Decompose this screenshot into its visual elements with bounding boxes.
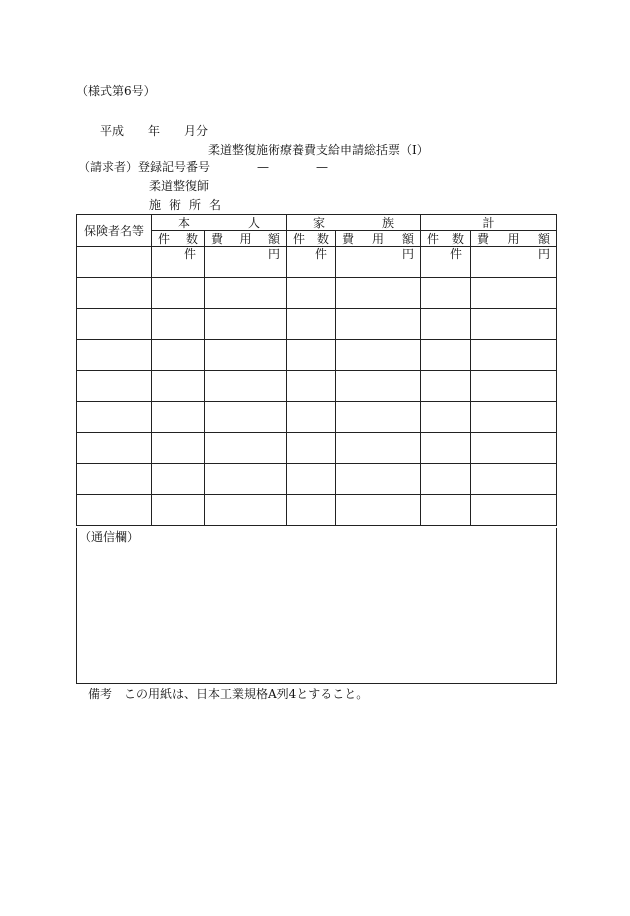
- amount-cell[interactable]: [471, 433, 557, 464]
- subheader-char: 件: [158, 231, 171, 246]
- insurer-cell[interactable]: [77, 464, 152, 495]
- amount-cell[interactable]: [205, 402, 287, 433]
- count-cell[interactable]: [287, 495, 336, 526]
- subheader-count: [421, 231, 471, 247]
- count-cell[interactable]: [152, 309, 205, 340]
- count-cell[interactable]: [287, 278, 336, 309]
- count-cell[interactable]: [421, 402, 471, 433]
- amount-cell[interactable]: [471, 309, 557, 340]
- subheader-char: 費: [477, 231, 490, 246]
- amount-cell[interactable]: [336, 433, 421, 464]
- facility-label-char: 所: [188, 198, 201, 212]
- amount-cell[interactable]: 円: [471, 247, 557, 278]
- insurer-cell[interactable]: [77, 340, 152, 371]
- registration-number-label: （請求者）登録記号番号: [78, 160, 211, 174]
- table-row: [77, 371, 557, 402]
- count-cell[interactable]: [152, 371, 205, 402]
- practitioner-label: 柔道整復師: [149, 179, 210, 193]
- group-header-principal: [152, 215, 287, 231]
- count-cell[interactable]: [152, 340, 205, 371]
- subheader-amount: [205, 231, 287, 247]
- count-cell[interactable]: [421, 464, 471, 495]
- era-label: 平成: [100, 124, 125, 138]
- count-cell[interactable]: [421, 278, 471, 309]
- subheader-char: 数: [451, 231, 464, 246]
- summary-table: [76, 214, 557, 526]
- count-cell[interactable]: [287, 371, 336, 402]
- year-label: 年: [148, 124, 161, 138]
- subheader-char: 用: [239, 231, 252, 246]
- count-cell[interactable]: 件: [421, 247, 471, 278]
- count-cell[interactable]: [152, 464, 205, 495]
- form-number: （様式第6号）: [76, 84, 156, 98]
- registration-dash-2: —: [316, 160, 328, 174]
- count-cell[interactable]: [152, 278, 205, 309]
- table-row: [77, 278, 557, 309]
- count-cell[interactable]: [287, 402, 336, 433]
- count-cell[interactable]: [421, 495, 471, 526]
- subheader-char: 額: [401, 231, 414, 246]
- insurer-header: 保険者名等: [77, 215, 152, 247]
- amount-cell[interactable]: 円: [336, 247, 421, 278]
- subheader-char: 費: [211, 231, 224, 246]
- amount-cell[interactable]: 円: [205, 247, 287, 278]
- amount-cell[interactable]: [471, 278, 557, 309]
- subheader-amount: [336, 231, 421, 247]
- amount-cell[interactable]: [205, 433, 287, 464]
- amount-cell[interactable]: [336, 278, 421, 309]
- subheader-char: 額: [538, 231, 551, 246]
- count-cell[interactable]: 件: [287, 247, 336, 278]
- amount-cell[interactable]: [205, 278, 287, 309]
- insurer-cell[interactable]: [77, 371, 152, 402]
- group-header-char: 族: [381, 215, 394, 230]
- subheader-char: 費: [342, 231, 355, 246]
- amount-cell[interactable]: [471, 495, 557, 526]
- count-cell[interactable]: [152, 495, 205, 526]
- amount-cell[interactable]: [205, 495, 287, 526]
- subheader-count: [287, 231, 336, 247]
- count-cell[interactable]: [421, 433, 471, 464]
- amount-cell[interactable]: [205, 464, 287, 495]
- amount-cell[interactable]: [471, 340, 557, 371]
- group-header-char: 人: [247, 215, 260, 230]
- insurer-cell[interactable]: [77, 402, 152, 433]
- insurer-cell[interactable]: [77, 495, 152, 526]
- amount-cell[interactable]: [205, 371, 287, 402]
- table-row: [77, 495, 557, 526]
- subheader-char: 数: [316, 231, 329, 246]
- amount-cell[interactable]: [205, 340, 287, 371]
- facility-label-char: 施: [149, 198, 162, 212]
- table-row: [77, 402, 557, 433]
- insurer-cell[interactable]: [77, 278, 152, 309]
- count-cell[interactable]: [152, 402, 205, 433]
- group-header-char: 本: [178, 215, 191, 230]
- subheader-count: [152, 231, 205, 247]
- amount-cell[interactable]: [471, 402, 557, 433]
- month-label: 月分: [184, 124, 209, 138]
- table-row: [77, 340, 557, 371]
- count-cell[interactable]: [287, 309, 336, 340]
- amount-cell[interactable]: [336, 309, 421, 340]
- count-cell[interactable]: 件: [152, 247, 205, 278]
- count-cell[interactable]: [287, 464, 336, 495]
- count-cell[interactable]: [421, 309, 471, 340]
- count-cell[interactable]: [287, 340, 336, 371]
- count-cell[interactable]: [287, 433, 336, 464]
- subheader-char: 数: [185, 231, 198, 246]
- count-cell[interactable]: [421, 340, 471, 371]
- subheader-char: 件: [427, 231, 440, 246]
- amount-cell[interactable]: [336, 371, 421, 402]
- registration-dash-1: —: [257, 160, 269, 174]
- amount-cell[interactable]: [205, 309, 287, 340]
- count-cell[interactable]: [152, 433, 205, 464]
- group-header-family: [287, 215, 421, 231]
- facility-label-char: 術: [168, 198, 181, 212]
- table-row: [77, 309, 557, 340]
- document-title: 柔道整復施術療養費支給申請総括票（Ⅰ）: [208, 143, 429, 157]
- table-header-row: [77, 215, 557, 231]
- notes-label: （通信欄）: [79, 530, 140, 544]
- table-row: [77, 247, 557, 278]
- table-row: [77, 464, 557, 495]
- amount-cell[interactable]: [471, 464, 557, 495]
- facility-label-char: 名: [208, 198, 221, 212]
- facility-name-label: [149, 198, 221, 212]
- insurer-cell[interactable]: [77, 309, 152, 340]
- amount-cell[interactable]: [336, 402, 421, 433]
- amount-cell[interactable]: [336, 340, 421, 371]
- notes-box[interactable]: [76, 528, 557, 684]
- footer-note: 備考 この用紙は、日本工業規格A列4とすること。: [88, 687, 369, 701]
- group-header-total: 計: [421, 215, 557, 231]
- table-row: [77, 433, 557, 464]
- amount-cell[interactable]: [336, 464, 421, 495]
- subheader-amount: [471, 231, 557, 247]
- subheader-char: 件: [293, 231, 306, 246]
- subheader-char: 用: [371, 231, 384, 246]
- amount-cell[interactable]: [336, 495, 421, 526]
- count-cell[interactable]: [421, 371, 471, 402]
- subheader-char: 額: [267, 231, 280, 246]
- subheader-char: 用: [507, 231, 520, 246]
- insurer-cell[interactable]: [77, 247, 152, 278]
- group-header-char: 家: [313, 215, 326, 230]
- amount-cell[interactable]: [471, 371, 557, 402]
- insurer-cell[interactable]: [77, 433, 152, 464]
